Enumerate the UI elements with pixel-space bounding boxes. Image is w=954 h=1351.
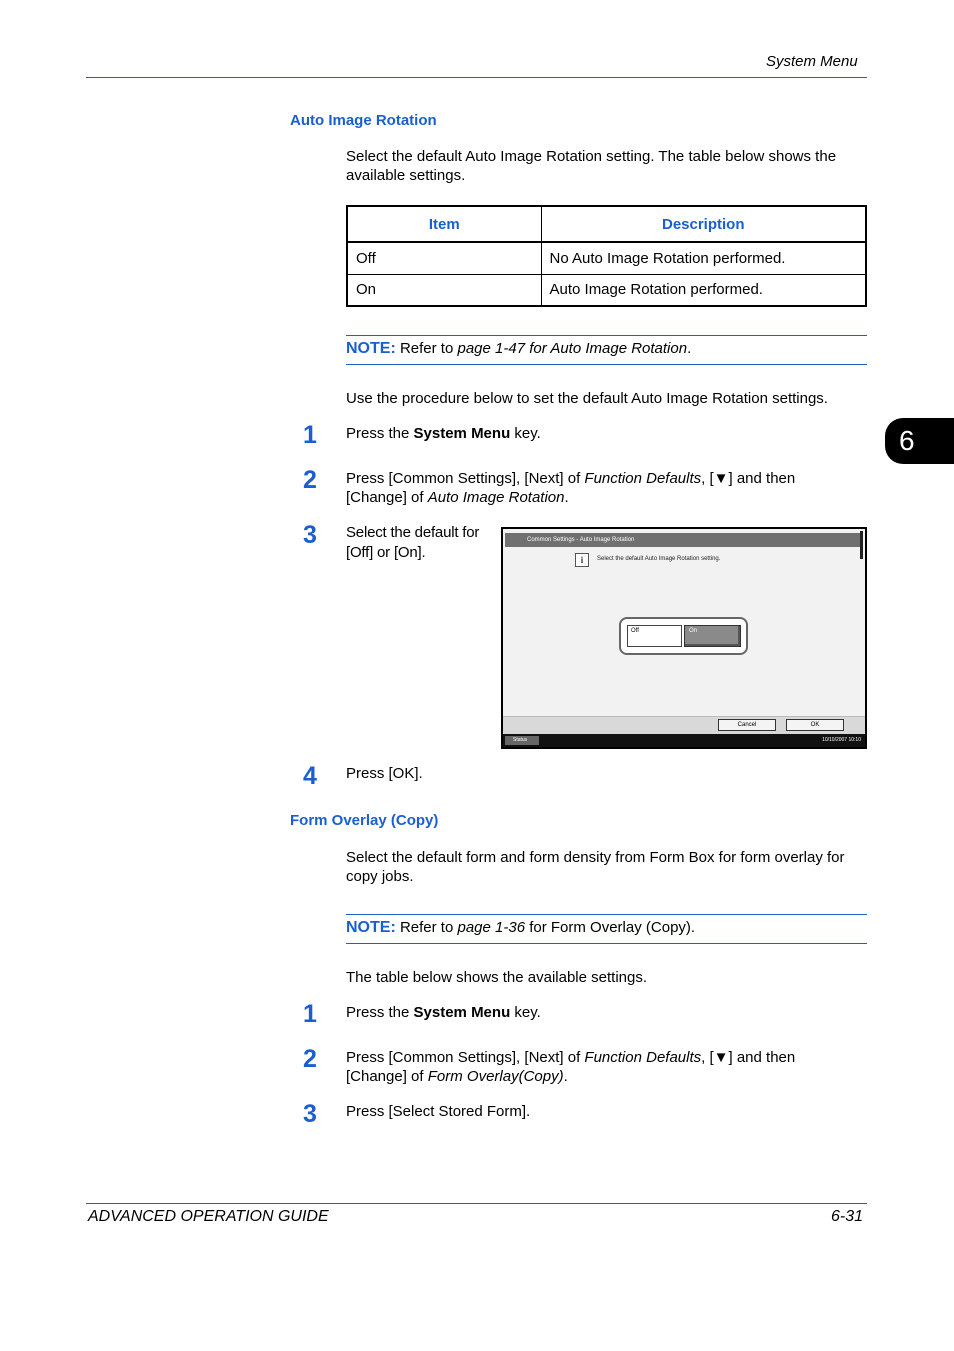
- note-auto-rotation: [346, 335, 867, 365]
- step-text: , [▼] and then: [701, 1049, 796, 1066]
- note-label: NOTE:: [346, 919, 396, 936]
- footer-page-number: 6-31: [831, 1208, 864, 1225]
- screen-footer: [503, 716, 865, 734]
- screen-message: Select the default Auto Image Rotation setting.: [597, 556, 721, 562]
- table-header-description: Description: [541, 206, 866, 242]
- step-text: Press [Common Settings], [Next] of: [346, 470, 585, 487]
- note-reference: page 1-36: [457, 919, 526, 936]
- step-text: [Change] of: [346, 1068, 428, 1085]
- table-row: [347, 274, 866, 306]
- step-text: [Change] of: [346, 489, 428, 506]
- footer-guide-title: ADVANCED OPERATION GUIDE: [88, 1208, 329, 1225]
- device-screen: [501, 527, 867, 749]
- procedure-intro: Use the procedure below to set the default Auto Image Rotation settings.: [346, 390, 828, 407]
- auto-rotation-intro: Select the default Auto Image Rotation setting. The table below shows the available settings.: [346, 148, 837, 184]
- note-text-end: .: [687, 340, 692, 357]
- table-cell: On: [347, 274, 541, 306]
- step-1-text: [346, 424, 871, 443]
- footer-rule: [86, 1203, 867, 1204]
- step-3-text: Press [Select Stored Form].: [346, 1103, 531, 1120]
- screen-title: Common Settings - Auto Image Rotation: [505, 533, 861, 547]
- step-italic: Function Defaults: [584, 470, 702, 487]
- table-header-row: [347, 206, 866, 242]
- step-text: key.: [510, 425, 541, 442]
- section-title-form-overlay: Form Overlay (Copy): [290, 812, 439, 829]
- table-row: [347, 242, 866, 274]
- cancel-button[interactable]: Cancel: [718, 719, 776, 731]
- settings-table: [346, 205, 867, 307]
- table-header-item: Item: [347, 206, 541, 242]
- key-name: System Menu: [413, 1004, 511, 1021]
- step-italic: Form Overlay(Copy): [427, 1068, 564, 1085]
- note-text-end: for Form Overlay (Copy).: [525, 919, 696, 936]
- step-text: Press the: [346, 1004, 414, 1021]
- step-text: Press [Common Settings], [Next] of: [346, 1049, 585, 1066]
- step-1-text: [346, 1003, 871, 1022]
- note-text: Refer to: [399, 919, 458, 936]
- step-2-text: [346, 1048, 871, 1086]
- step-number-2: 2: [303, 466, 317, 494]
- on-button[interactable]: On: [684, 625, 741, 647]
- step-italic: Function Defaults: [584, 1049, 702, 1066]
- ok-button[interactable]: OK: [786, 719, 844, 731]
- note-label: NOTE:: [346, 340, 396, 357]
- step-text: Press the: [346, 425, 414, 442]
- info-icon: i: [575, 553, 589, 567]
- table-cell: Off: [347, 242, 541, 274]
- step-italic: Auto Image Rotation: [427, 489, 565, 506]
- step-text: Select the default for: [346, 524, 480, 541]
- table-cell: Auto Image Rotation performed.: [541, 274, 866, 306]
- note-reference: page 1-47 for Auto Image Rotation: [457, 340, 688, 357]
- step-2-text: [346, 469, 871, 507]
- step-number-2: 2: [303, 1045, 317, 1073]
- form-overlay-intro: Select the default form and form density from Form Box for form overlay for copy jobs.: [346, 849, 845, 885]
- screen-scroll-edge: [860, 531, 863, 559]
- form-overlay-procedure-intro: The table below shows the available settings.: [346, 969, 648, 986]
- off-button[interactable]: Off: [627, 625, 682, 647]
- chapter-tab: 6: [885, 418, 954, 464]
- off-on-selector: [619, 617, 748, 655]
- step-text: key.: [510, 1004, 541, 1021]
- step-text: , [▼] and then: [701, 470, 796, 487]
- step-number-3: 3: [303, 521, 317, 549]
- header-rule: [86, 77, 867, 78]
- note-text: Refer to: [399, 340, 458, 357]
- key-name: System Menu: [413, 425, 511, 442]
- step-number-1: 1: [303, 421, 317, 449]
- section-title-auto-image-rotation: Auto Image Rotation: [290, 112, 437, 129]
- step-number-4: 4: [303, 762, 317, 790]
- step-number-3: 3: [303, 1100, 317, 1128]
- step-3-text: [346, 523, 479, 563]
- step-text: [Off] or [On].: [346, 544, 426, 561]
- running-header: System Menu: [766, 53, 858, 70]
- step-text: .: [563, 1068, 568, 1085]
- table-cell: No Auto Image Rotation performed.: [541, 242, 866, 274]
- step-number-1: 1: [303, 1000, 317, 1028]
- step-4-text: Press [OK].: [346, 765, 423, 782]
- note-form-overlay: [346, 914, 867, 944]
- step-text: .: [564, 489, 569, 506]
- screen-datetime: 10/10/2007 10:10: [822, 737, 861, 743]
- status-bar: [503, 734, 865, 747]
- status-button[interactable]: Status: [505, 736, 539, 745]
